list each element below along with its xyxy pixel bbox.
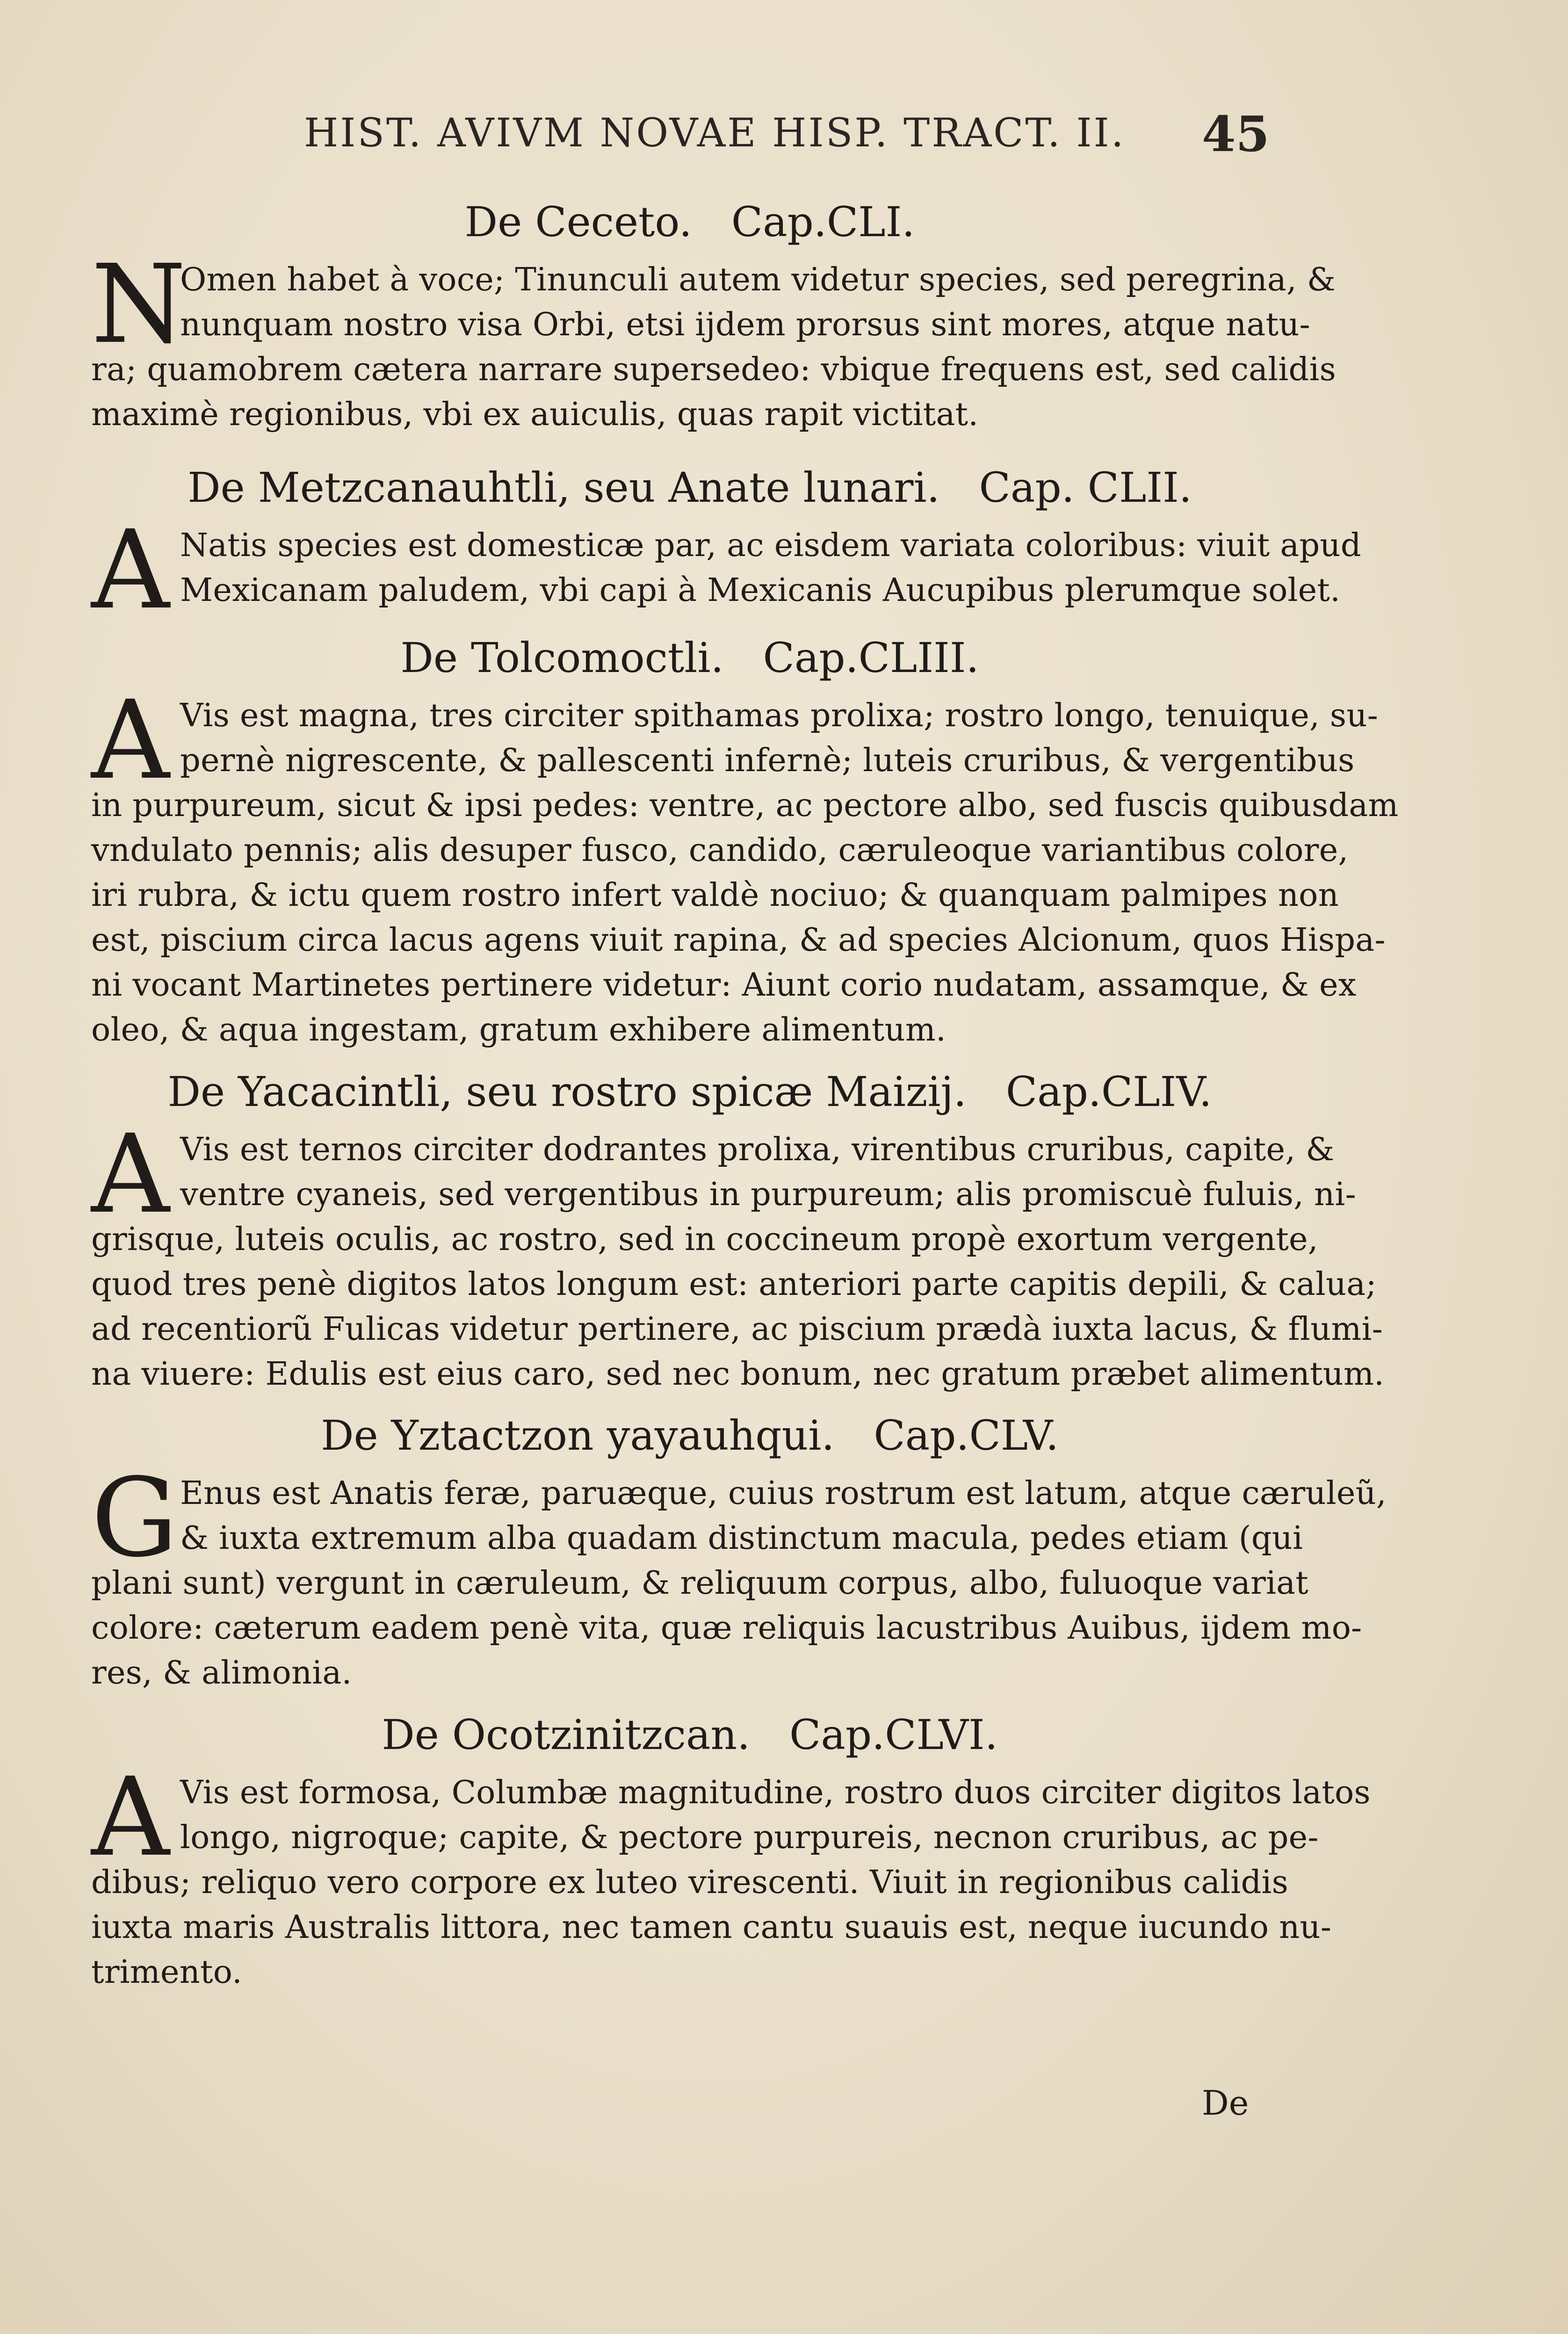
drop-cap: G [91, 1455, 178, 1581]
chapter-section-151 [91, 196, 1336, 437]
text-line: plani sunt) vergunt in cæruleum, & reliquum corpus, albo, fuluoque variat [91, 1564, 1308, 1602]
chapter-heading [91, 1410, 1288, 1461]
text-line: dibus; reliquo vero corpore ex luteo virescenti. Viuit in regionibus calidis [91, 1864, 1288, 1901]
chapter-paragraph [91, 507, 1361, 633]
text-line: Vis est formosa, Columbæ magnitudine, rostro duos circiter digitos latos [180, 1774, 1371, 1811]
text-line: trimento. [91, 1953, 242, 1991]
chapter-heading [91, 1066, 1288, 1118]
chapter-number: Cap.CLIV. [1005, 1068, 1212, 1116]
text-line: nunquam nostro visa Orbi, etsi ijdem prorsus sint mores, atque natu- [180, 306, 1310, 343]
text-line: na viuere: Edulis est eius caro, sed nec bonum, nec gratum præbet alimentum. [91, 1355, 1385, 1393]
chapter-number: Cap.CLVI. [789, 1711, 998, 1759]
chapter-paragraph [91, 677, 1399, 1052]
drop-cap: A [91, 507, 170, 633]
text-line: iuxta maris Australis littora, nec tamen cantu suauis est, neque iucundo nu- [91, 1908, 1332, 1946]
chapter-number: Cap.CLIII. [763, 634, 979, 682]
drop-cap: A [91, 1111, 170, 1237]
text-line: in purpureum, sicut & ipsi pedes: ventre, ac pectore albo, sed fuscis quibusdam [91, 787, 1399, 824]
drop-cap: A [91, 1754, 170, 1880]
text-line: Vis est ternos circiter dodrantes prolixa, virentibus cruribus, capite, & [180, 1131, 1335, 1168]
chapter-subject: De Yztactzon yayauhqui. [321, 1411, 835, 1460]
chapter-section-154 [91, 1066, 1385, 1396]
text-line: Natis species est domesticæ par, ac eisdem variata coloribus: viuit apud [180, 527, 1361, 564]
text-line: ventre cyaneis, sed vergentibus in purpureum; alis promiscuè fuluis, ni- [180, 1176, 1356, 1213]
chapter-number: Cap.CLI. [731, 198, 915, 246]
chapter-subject: De Ceceto. [464, 198, 692, 246]
chapter-paragraph [91, 241, 1336, 437]
chapter-section-153 [91, 632, 1399, 1052]
text-line: Vis est magna, tres circiter spithamas prolixa; rostro longo, tenuique, su- [180, 697, 1378, 734]
text-line: pernè nigrescente, & pallescenti infernè; luteis cruribus, & vergentibus [180, 742, 1355, 779]
text-line: maximè regionibus, vbi ex auiculis, quas rapit victitat. [91, 396, 979, 433]
text-line: iri rubra, & ictu quem rostro infert valdè nociuo; & quanquam palmipes non [91, 876, 1339, 914]
chapter-heading [91, 632, 1288, 684]
text-line: ad recentiorũ Fulicas videtur pertinere, ac piscium prædà iuxta lacus, & flumi- [91, 1310, 1383, 1348]
chapter-paragraph [91, 1754, 1371, 1994]
text-line: ni vocant Martinetes pertinere videtur: Aiunt corio nudatam, assamque, & ex [91, 966, 1357, 1004]
drop-cap: N [91, 241, 187, 368]
chapter-paragraph [91, 1111, 1385, 1396]
text-line: res, & alimonia. [91, 1654, 352, 1691]
chapter-heading [91, 462, 1288, 513]
text-line: & iuxta extremum alba quadam distinctum macula, pedes etiam (qui [180, 1519, 1303, 1557]
page-number: 45 [1202, 105, 1270, 163]
text-line: colore: cæterum eadem penè vita, quæ reliquis lacustribus Auibus, ijdem mo- [91, 1609, 1362, 1647]
chapter-subject: De Yacacintli, seu rostro spicæ Maizij. [167, 1068, 967, 1116]
text-line: vndulato pennis; alis desuper fusco, candido, cæruleoque variantibus colore, [91, 831, 1349, 869]
chapter-section-152 [91, 462, 1361, 633]
chapter-subject: De Ocotzinitzcan. [382, 1711, 751, 1759]
chapter-heading [91, 1709, 1288, 1761]
text-line: longo, nigroque; capite, & pectore purpureis, necnon cruribus, ac pe- [180, 1819, 1319, 1856]
text-line: oleo, & aqua ingestam, gratum exhibere alimentum. [91, 1011, 946, 1048]
chapter-section-156 [91, 1709, 1371, 1994]
text-line: quod tres penè digitos latos longum est: anteriori parte capitis depili, & calua; [91, 1265, 1377, 1303]
chapter-subject: De Tolcomoctli. [400, 634, 724, 682]
text-line: ra; quamobrem cætera narrare supersedeo: vbique frequens est, sed calidis [91, 351, 1336, 388]
chapter-number: Cap. CLII. [979, 463, 1192, 512]
text-line: Enus est Anatis feræ, paruæque, cuius rostrum est latum, atque cæruleũ, [180, 1474, 1387, 1512]
running-head: HIST. AVIVM NOVAE HISP. TRACT. II. [304, 110, 1126, 156]
catchword: De [1202, 2083, 1249, 2123]
drop-cap: A [91, 677, 170, 803]
chapter-section-155 [91, 1410, 1387, 1695]
text-line: grisque, luteis oculis, ac rostro, sed in coccineum propè exortum vergente, [91, 1221, 1318, 1258]
text-line: Omen habet à voce; Tinunculi autem videtur species, sed peregrina, & [180, 261, 1336, 298]
chapter-paragraph [91, 1455, 1387, 1695]
text-line: est, piscium circa lacus agens viuit rapina, & ad species Alcionum, quos Hispa- [91, 921, 1386, 959]
text-line: Mexicanam paludem, vbi capi à Mexicanis Aucupibus plerumque solet. [180, 571, 1341, 609]
chapter-heading [91, 196, 1288, 248]
chapter-subject: De Metzcanauhtli, seu Anate lunari. [188, 463, 940, 512]
chapter-number: Cap.CLV. [874, 1411, 1059, 1460]
